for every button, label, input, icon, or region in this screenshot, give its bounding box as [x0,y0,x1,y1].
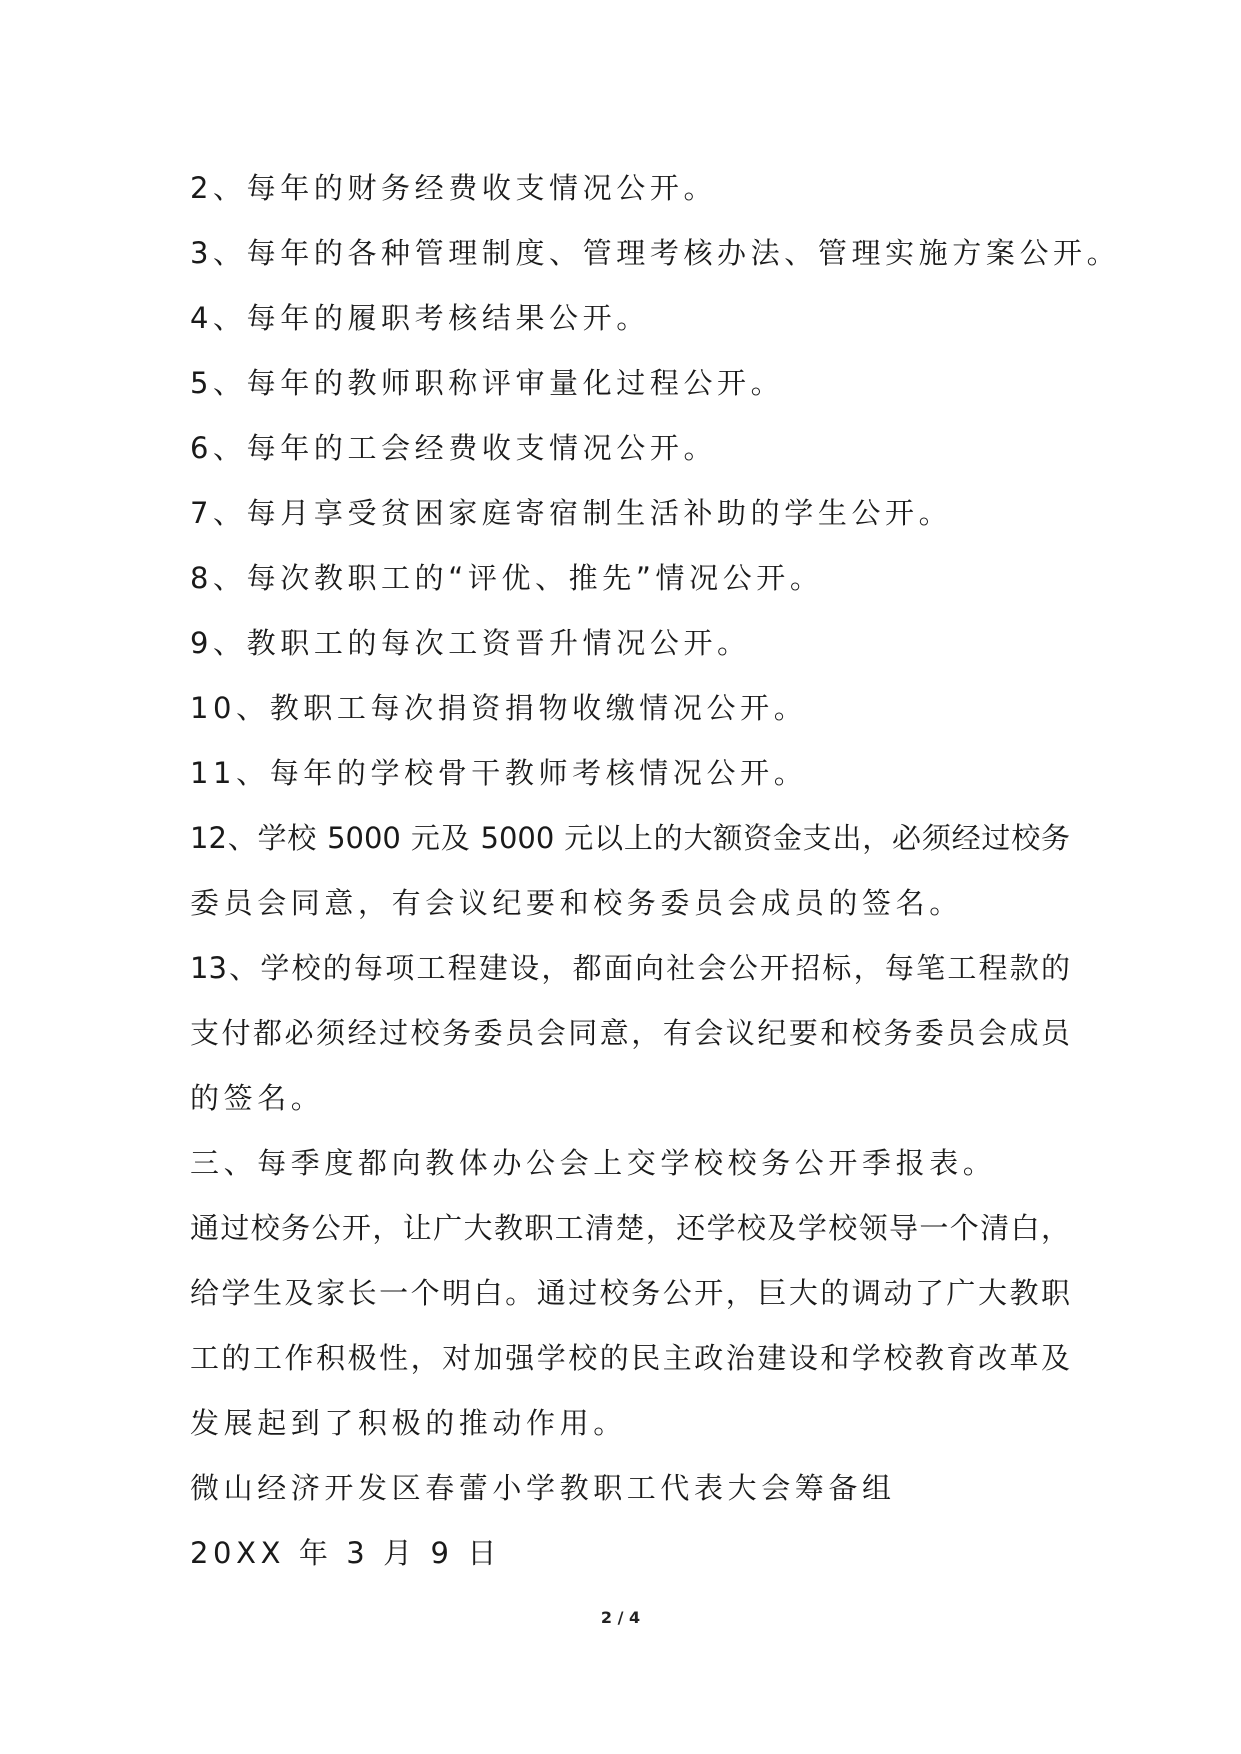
item-13-line-3: 的签名。 [190,1081,325,1115]
item-13-line-1: 13、学校的每项工程建设，都面向社会公开招标，每笔工程款的 [190,951,1070,985]
item-8: 8、每次教职工的“评优、推先”情况公开。 [190,561,824,595]
summary-line-3: 工的工作积极性，对加强学校的民主政治建设和学校教育改革及 [190,1341,1070,1375]
summary-line-2: 给学生及家长一个明白。通过校务公开，巨大的调动了广大教职 [190,1276,1070,1310]
item-3: 3、每年的各种管理制度、管理考核办法、管理实施方案公开。 [190,236,1121,270]
page-number: 2 / 4 [600,1608,641,1627]
item-5: 5、每年的教师职称评审量化过程公开。 [190,366,785,400]
summary-line-1: 通过校务公开，让广大教职工清楚，还学校及学校领导一个清白， [190,1211,1070,1245]
item-10: 10、教职工每次捐资捐物收缴情况公开。 [190,691,808,725]
document-body [190,156,1121,1586]
signature-date: 20XX 年 3 月 9 日 [190,1536,502,1570]
signature-organization: 微山经济开发区春蕾小学教职工代表大会筹备组 [190,1471,896,1505]
item-12-line-1: 12、学校 5000 元及 5000 元以上的大额资金支出，必须经过校务 [190,821,1070,855]
item-12-line-2: 委员会同意，有会议纪要和校务委员会成员的签名。 [190,886,963,920]
item-11: 11、每年的学校骨干教师考核情况公开。 [190,756,808,790]
item-6: 6、每年的工会经费收支情况公开。 [190,431,718,465]
item-2: 2、每年的财务经费收支情况公开。 [190,171,718,205]
section-three: 三、每季度都向教体办公会上交学校校务公开季报表。 [190,1146,997,1180]
item-9: 9、教职工的每次工资晋升情况公开。 [190,626,751,660]
item-13-line-2: 支付都必须经过校务委员会同意，有会议纪要和校务委员会成员 [190,1016,1070,1050]
item-4: 4、每年的履职考核结果公开。 [190,301,650,335]
item-7: 7、每月享受贫困家庭寄宿制生活补助的学生公开。 [190,496,953,530]
summary-line-4: 发展起到了积极的推动作用。 [190,1406,627,1440]
